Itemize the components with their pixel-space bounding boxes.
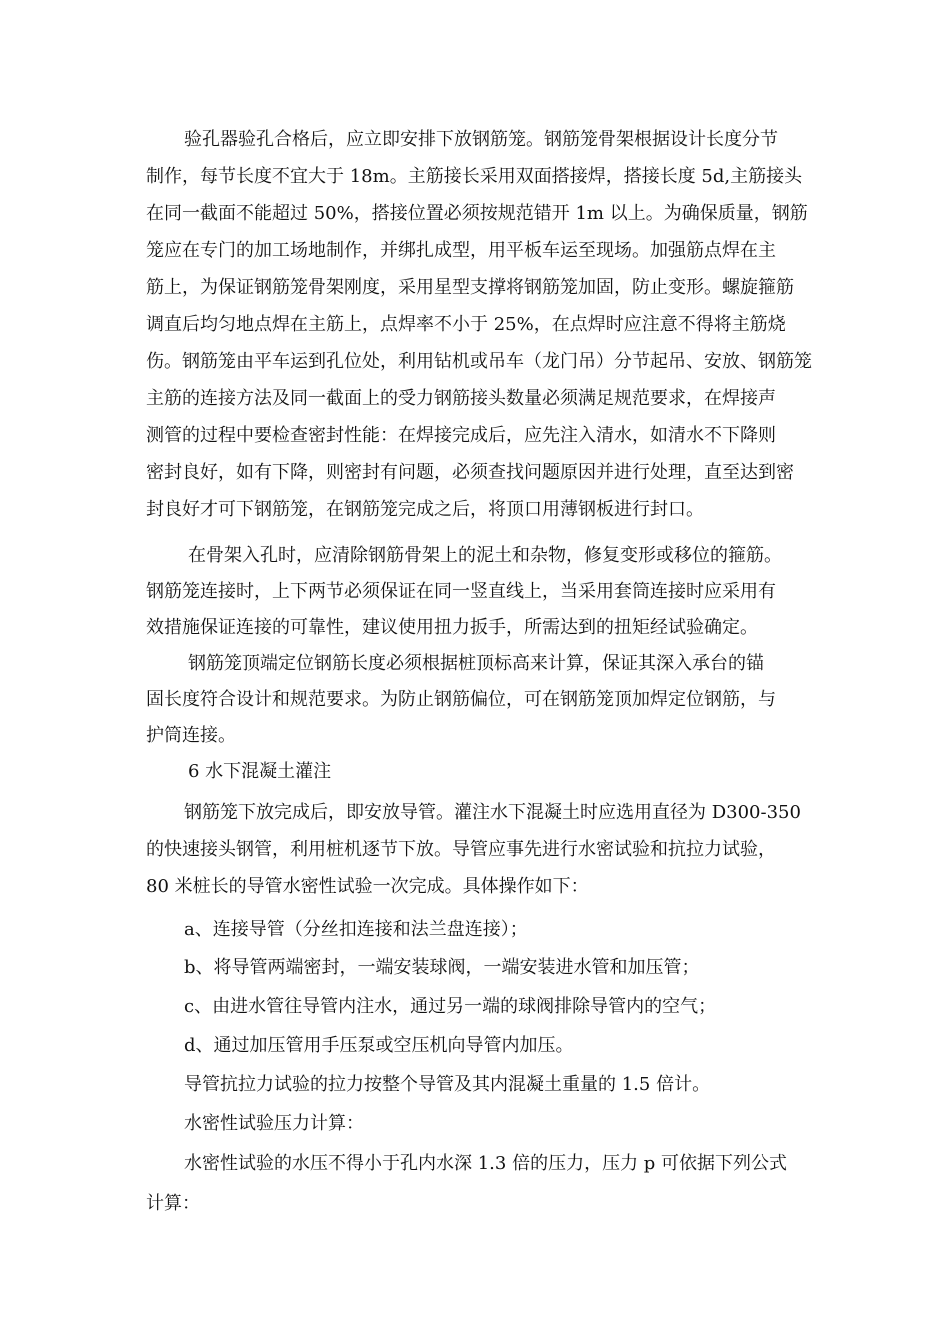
text-line: 制作，每节长度不宜大于 18m。主筋接长采用双面搭接焊，搭接长度 5d,主筋接头 (146, 166, 803, 187)
text-line: 调直后均匀地点焊在主筋上，点焊率不小于 25%，在点焊时应注意不得将主筋烧 (146, 314, 786, 335)
text-line: 固长度符合设计和规范要求。为防止钢筋偏位，可在钢筋笼顶加焊定位钢筋，与 (146, 689, 776, 710)
pressure-calc-title: 水密性试验压力计算： (184, 1113, 364, 1134)
text-line: 钢筋笼下放完成后，即安放导管。灌注水下混凝土时应选用直径为 D300-350 (184, 802, 801, 823)
text-line: 效措施保证连接的可靠性，建议使用扭力扳手，所需达到的扭矩经试验确定。 (146, 617, 758, 638)
list-item: d、通过加压管用手压泵或空压机向导管内加压。 (184, 1035, 574, 1056)
text-line: 80 米桩长的导管水密性试验一次完成。具体操作如下： (146, 876, 589, 897)
text-line: 的快速接头钢管，利用桩机逐节下放。导管应事先进行水密试验和抗拉力试验， (146, 839, 776, 860)
text-line: 计算： (146, 1193, 200, 1214)
section-heading: 6 水下混凝土灌注 (188, 761, 332, 782)
text-line: 水密性试验的水压不得小于孔内水深 1.3 倍的压力，压力 p 可依据下列公式 (184, 1153, 788, 1174)
text-line: 在同一截面不能超过 50%，搭接位置必须按规范错开 1m 以上。为确保质量，钢筋 (146, 203, 808, 224)
text-line: 封良好才可下钢筋笼，在钢筋笼完成之后，将顶口用薄钢板进行封口。 (146, 499, 704, 520)
list-item: c、由进水管往导管内注水，通过另一端的球阀排除导管内的空气； (184, 996, 717, 1017)
list-item: a、连接导管（分丝扣连接和法兰盘连接）； (184, 919, 528, 940)
tensile-test-text: 导管抗拉力试验的拉力按整个导管及其内混凝土重量的 1.5 倍计。 (184, 1074, 711, 1095)
text-line: 笼应在专门的加工场地制作，并绑扎成型，用平板车运至现场。加强筋点焊在主 (146, 240, 776, 261)
text-line: 伤。钢筋笼由平车运到孔位处，利用钻机或吊车（龙门吊）分节起吊、安放、钢筋笼 (146, 351, 812, 372)
text-line: 在骨架入孔时，应清除钢筋骨架上的泥土和杂物，修复变形或移位的箍筋。 (188, 545, 782, 566)
list-item: b、将导管两端密封，一端安装球阀，一端安装进水管和加压管； (184, 957, 700, 978)
text-line: 主筋的连接方法及同一截面上的受力钢筋接头数量必须满足规范要求，在焊接声 (146, 388, 776, 409)
text-line: 钢筋笼连接时，上下两节必须保证在同一竖直线上，当采用套筒连接时应采用有 (146, 581, 776, 602)
text-line: 钢筋笼顶端定位钢筋长度必须根据桩顶标高来计算，保证其深入承台的锚 (188, 653, 764, 674)
text-line: 密封良好，如有下降，则密封有问题，必须查找问题原因并进行处理，直至达到密 (146, 462, 794, 483)
text-line: 护筒连接。 (146, 725, 236, 746)
text-line: 测管的过程中要检查密封性能：在焊接完成后，应先注入清水，如清水不下降则 (146, 425, 776, 446)
text-line: 筋上，为保证钢筋笼骨架刚度，采用星型支撑将钢筋笼加固，防止变形。螺旋箍筋 (146, 277, 794, 298)
text-line: 验孔器验孔合格后，应立即安排下放钢筋笼。钢筋笼骨架根据设计长度分节 (184, 129, 778, 150)
